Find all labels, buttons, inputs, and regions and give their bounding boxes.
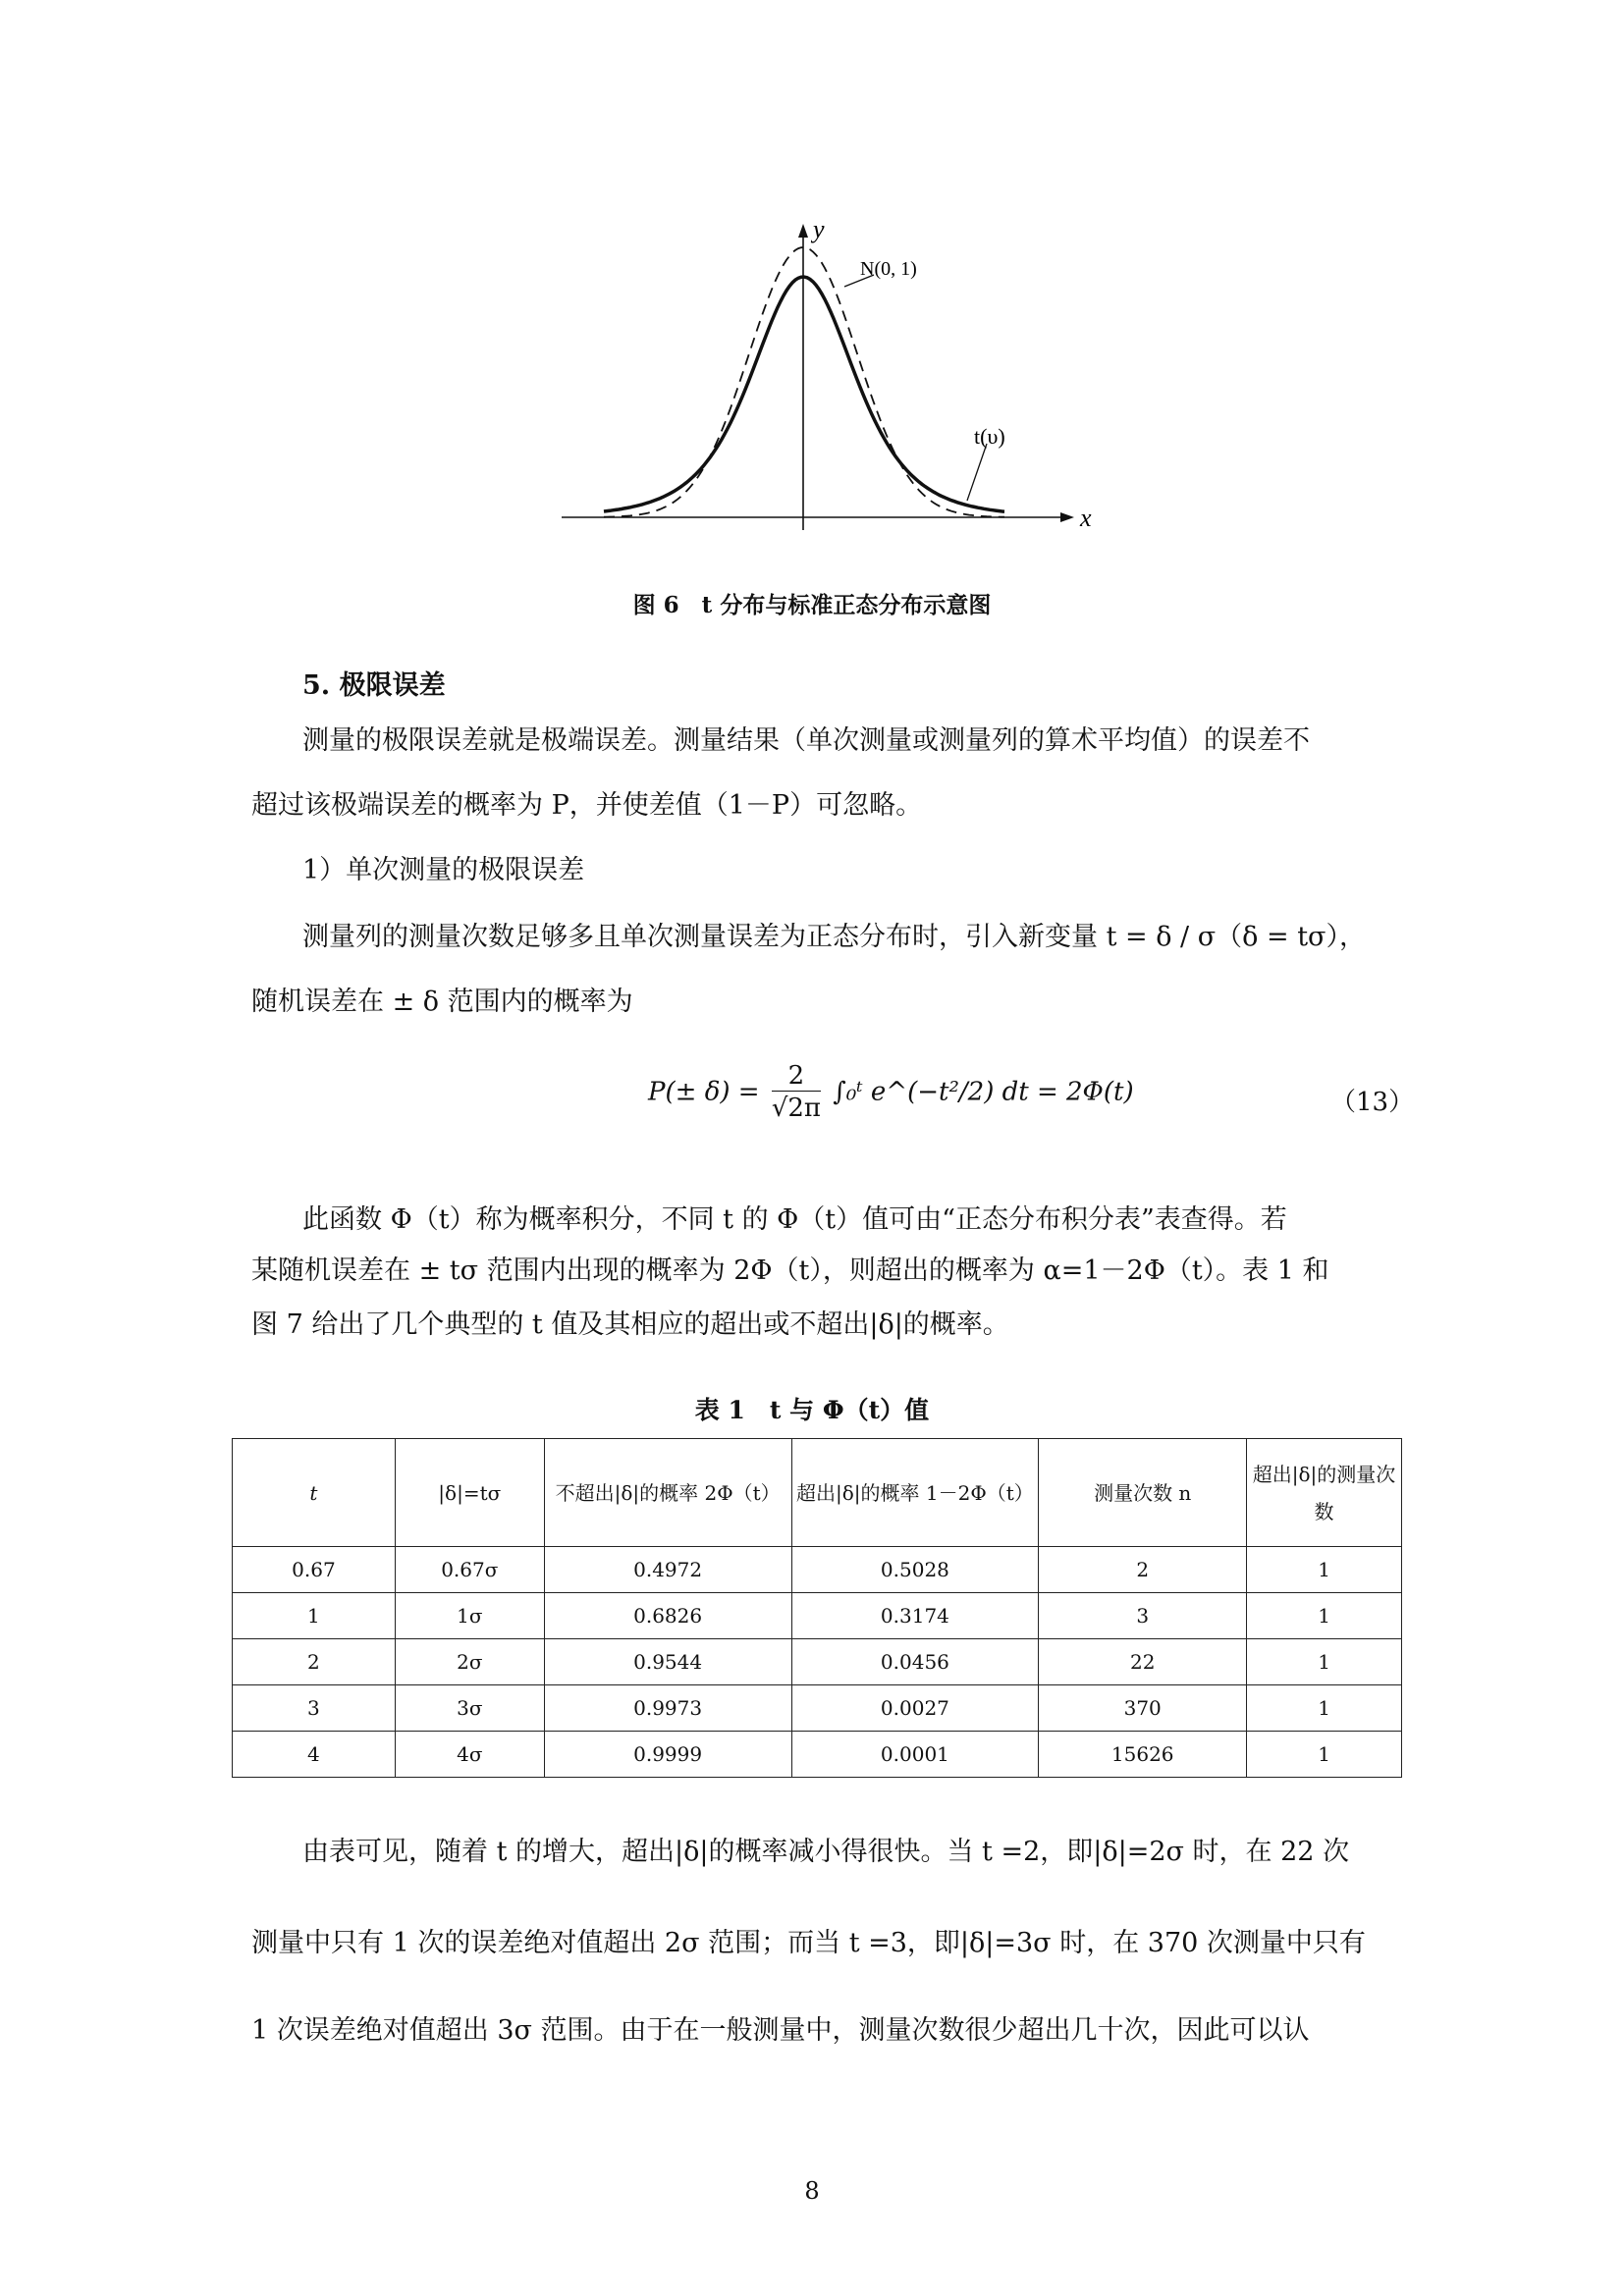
- table-cell: 3: [1039, 1593, 1247, 1639]
- table-cell: 1σ: [395, 1593, 544, 1639]
- table-cell: 15626: [1039, 1732, 1247, 1778]
- table-cell: 0.0001: [791, 1732, 1039, 1778]
- table-cell: 1: [233, 1593, 396, 1639]
- table-cell: 0.67: [233, 1547, 396, 1593]
- paragraph-4-line-3: 1 次误差绝对值超出 3σ 范围。由于在一般测量中，测量次数很少超出几十次，因此可以认: [251, 2015, 1310, 2046]
- t-distribution-curve: [604, 277, 1004, 511]
- x-axis-label: x: [1080, 504, 1092, 532]
- table-cell: 1: [1247, 1593, 1402, 1639]
- table-row: [233, 1593, 1402, 1639]
- equation-integral: ∫₀ᵗ e^(−t²/2) dt = 2Φ(t): [833, 1077, 1134, 1107]
- paragraph-4-line-1: 由表可见，随着 t 的增大，超出|δ|的概率减小得很快。当 t =2，即|δ|=2σ 时，在 22 次: [302, 1837, 1350, 1867]
- table-cell: 1: [1247, 1732, 1402, 1778]
- table-cell: 3σ: [395, 1685, 544, 1732]
- paragraph-3-line-2: 某随机误差在 ± tσ 范围内出现的概率为 2Φ（t），则超出的概率为 α=1－2Φ（t）。表 1 和: [251, 1255, 1329, 1286]
- table-cell: 0.9973: [544, 1685, 791, 1732]
- section-heading: 5. 极限误差: [302, 670, 446, 701]
- table-cell: 0.9999: [544, 1732, 791, 1778]
- table-cell: 1: [1247, 1639, 1402, 1685]
- equation-fraction: [772, 1061, 821, 1125]
- paragraph-3-line-3: 图 7 给出了几个典型的 t 值及其相应的超出或不超出|δ|的概率。: [251, 1309, 1009, 1340]
- table-cell: 0.4972: [544, 1547, 791, 1593]
- table-header: 不超出|δ|的概率 2Φ（t）: [544, 1439, 791, 1547]
- equation-13: [648, 1061, 1134, 1125]
- table-cell: 0.67σ: [395, 1547, 544, 1593]
- table-cell: 3: [233, 1685, 396, 1732]
- page-number: 8: [804, 2177, 820, 2205]
- table-caption: 表 1 t 与 Φ（t）值: [694, 1396, 930, 1424]
- table-header-row: [233, 1439, 1402, 1547]
- sub-heading: 1）单次测量的极限误差: [302, 855, 585, 885]
- table-cell: 4σ: [395, 1732, 544, 1778]
- table-header: |δ|=tσ: [395, 1439, 544, 1547]
- t-label-leader: [967, 444, 987, 501]
- equation-number: （13）: [1330, 1088, 1415, 1117]
- table-cell: 0.0027: [791, 1685, 1039, 1732]
- paragraph-1-line-1: 测量的极限误差就是极端误差。测量结果（单次测量或测量列的算术平均值）的误差不: [302, 725, 1310, 756]
- paragraph-2-line-1: 测量列的测量次数足够多且单次测量误差为正态分布时，引入新变量 t = δ / σ（δ = tσ），: [302, 922, 1366, 952]
- table-cell: 1: [1247, 1547, 1402, 1593]
- table-header: t: [233, 1439, 396, 1547]
- table-header: 超出|δ|的概率 1－2Φ（t）: [791, 1439, 1039, 1547]
- table-cell: 2: [233, 1639, 396, 1685]
- y-axis-arrow: [798, 224, 808, 238]
- table-cell: 0.9544: [544, 1639, 791, 1685]
- table-header: 测量次数 n: [1039, 1439, 1247, 1547]
- table-cell: 370: [1039, 1685, 1247, 1732]
- paragraph-2-line-2: 随机误差在 ± δ 范围内的概率为: [251, 987, 633, 1017]
- table-cell: 0.5028: [791, 1547, 1039, 1593]
- fraction-numerator: 2: [772, 1061, 821, 1092]
- figure-6-diagram: [550, 216, 1100, 540]
- table-cell: 0.0456: [791, 1639, 1039, 1685]
- table-row: [233, 1732, 1402, 1778]
- paragraph-3-line-1: 此函数 Φ（t）称为概率积分，不同 t 的 Φ（t）值可由“正态分布积分表”表查得。若: [302, 1204, 1287, 1235]
- table-cell: 1: [1247, 1685, 1402, 1732]
- table-row: [233, 1685, 1402, 1732]
- table-cell: 0.6826: [544, 1593, 791, 1639]
- equation-lhs: P(± δ) =: [648, 1077, 760, 1107]
- table-cell: 0.3174: [791, 1593, 1039, 1639]
- normal-distribution-curve: [604, 247, 1004, 517]
- table-row: [233, 1547, 1402, 1593]
- y-axis-label: y: [813, 216, 825, 243]
- table-cell: 2σ: [395, 1639, 544, 1685]
- figure-caption: 图 6 t 分布与标准正态分布示意图: [632, 592, 992, 618]
- table-cell: 4: [233, 1732, 396, 1778]
- table-cell: 2: [1039, 1547, 1247, 1593]
- table-row: [233, 1639, 1402, 1685]
- t-curve-label: t(υ): [974, 424, 1005, 449]
- paragraph-1-line-2: 超过该极端误差的概率为 P，并使差值（1－P）可忽略。: [251, 790, 923, 821]
- normal-curve-label: N(0, 1): [860, 258, 917, 280]
- t-phi-table: [232, 1438, 1402, 1778]
- table-cell: 22: [1039, 1639, 1247, 1685]
- table-header: 超出|δ|的测量次数: [1247, 1439, 1402, 1547]
- x-axis-arrow: [1060, 512, 1074, 522]
- paragraph-4-line-2: 测量中只有 1 次的误差绝对值超出 2σ 范围；而当 t =3，即|δ|=3σ 时，在 370 次测量中只有: [251, 1928, 1366, 1958]
- fraction-denominator: √2π: [771, 1094, 822, 1123]
